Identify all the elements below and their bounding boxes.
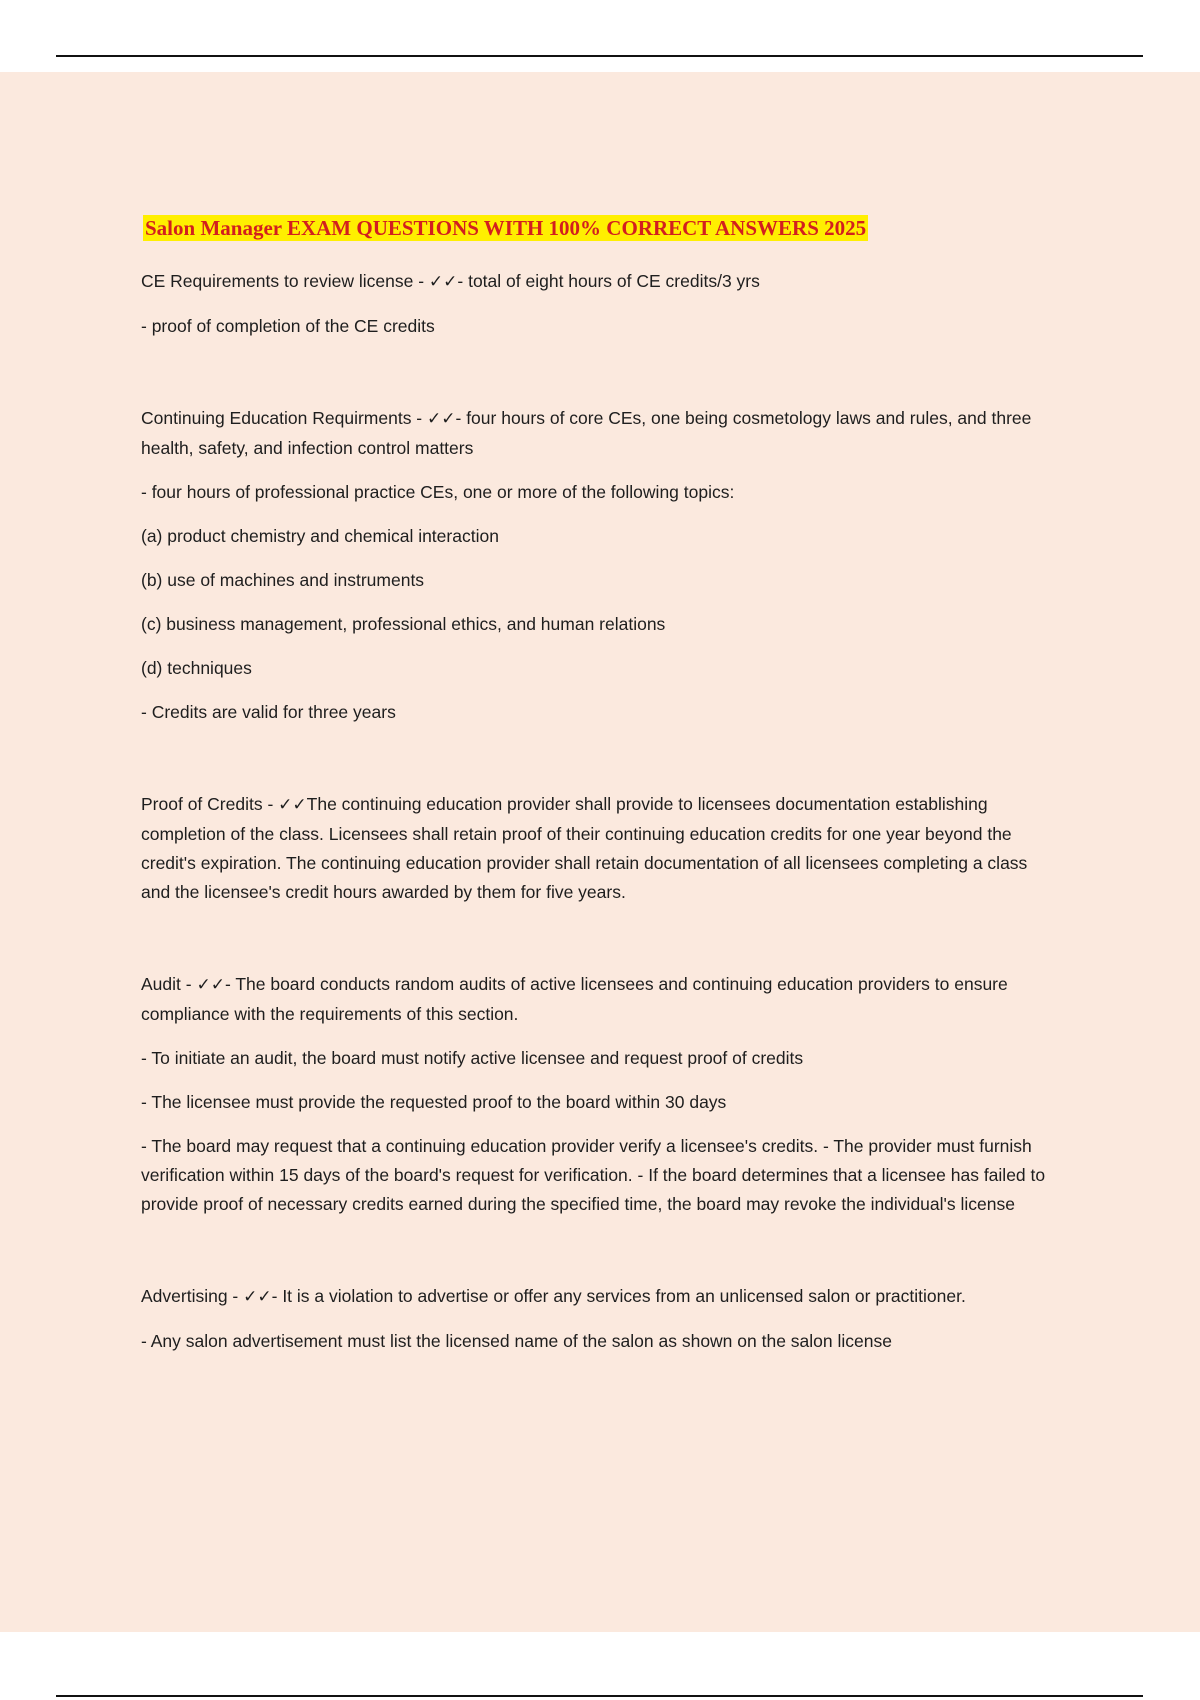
double-check-icon: ✓✓ — [278, 795, 307, 815]
qa-question-line — [141, 790, 1061, 907]
qa-answer: - It is a violation to advertise or offer any services from an unlicensed salon or practitioner. — [271, 1286, 966, 1306]
document-title: Salon Manager EXAM QUESTIONS WITH 100% CORRECT ANSWERS 2025 — [145, 216, 867, 240]
double-check-icon: ✓✓ — [196, 975, 225, 995]
qa-answer: - four hours of core CEs, one being cosmetology laws and rules, and three health, safety, and infection control matters — [141, 408, 1032, 458]
document-body — [141, 215, 1061, 1419]
qa-entry-continuing-education — [141, 404, 1061, 727]
qa-detail: - To initiate an audit, the board must notify active licensee and request proof of credits — [141, 1048, 804, 1068]
qa-answer: The continuing education provider shall provide to licensees documentation establishing completion of the class. Licensees shall retain proof of their continuing education credits for one year beyond the credit's expiration. The continuing education provider shall retain documentation of all licensees completing a class and the licensee's credit hours awarded by them for five years. — [141, 794, 1028, 902]
bottom-rule — [56, 1695, 1143, 1697]
qa-detail: - four hours of professional practice CEs, one or more of the following topics: — [141, 482, 735, 502]
qa-term: Audit - — [141, 974, 197, 994]
qa-detail: - proof of completion of the CE credits — [141, 316, 435, 336]
qa-entry-audit — [141, 970, 1061, 1219]
qa-detail: (b) use of machines and instruments — [141, 570, 425, 590]
qa-term: Continuing Education Requirments - — [141, 408, 427, 428]
qa-detail: - The licensee must provide the requested proof to the board within 30 days — [141, 1092, 727, 1112]
qa-detail: - Credits are valid for three years — [141, 702, 396, 722]
qa-term: CE Requirements to review license - — [141, 271, 429, 291]
double-check-icon: ✓✓ — [428, 272, 458, 292]
qa-detail: - The board may request that a continuing education provider verify a licensee's credits. - The provider must furnish verification within 15 days of the board's request for verification. - If the board determines that a licensee has failed to provide proof of necessary credits earned during the specified time, the board may revoke the individual's license — [141, 1136, 1046, 1214]
qa-entry-advertising — [141, 1282, 1061, 1356]
double-check-icon: ✓✓ — [243, 1287, 272, 1307]
qa-answer: - The board conducts random audits of active licensees and continuing education providers to ensure compliance with the requirements of this section. — [141, 974, 1008, 1024]
qa-term: Advertising - — [141, 1286, 244, 1306]
qa-answer: - total of eight hours of CE credits/3 yrs — [457, 271, 760, 291]
qa-question-line — [141, 404, 1061, 463]
qa-entry-proof-of-credits — [141, 790, 1061, 907]
qa-detail: (d) techniques — [141, 658, 252, 678]
qa-detail: (a) product chemistry and chemical interaction — [141, 526, 499, 546]
qa-entry-ce-requirements — [141, 267, 1061, 341]
top-rule — [56, 55, 1143, 57]
qa-detail: - Any salon advertisement must list the licensed name of the salon as shown on the salon license — [141, 1331, 892, 1351]
qa-question-line — [141, 1282, 1061, 1312]
qa-detail: (c) business management, professional ethics, and human relations — [141, 614, 666, 634]
qa-question-line — [141, 970, 1061, 1029]
qa-term: Proof of Credits - — [141, 794, 279, 814]
qa-question-line — [141, 267, 1061, 297]
double-check-icon: ✓✓ — [427, 409, 456, 429]
